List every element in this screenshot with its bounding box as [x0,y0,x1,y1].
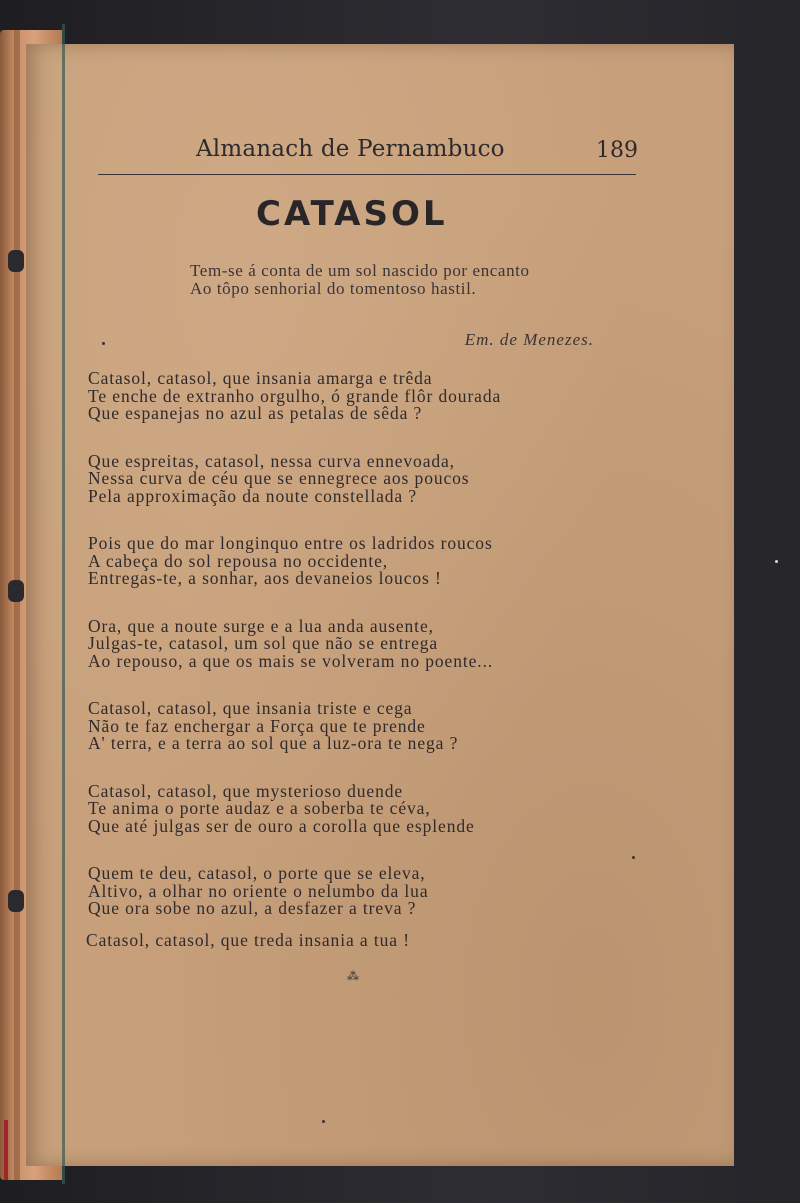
verse-line: Nessa curva de céu que se ennegrece aos poucos [88,468,470,488]
page-spine-line [62,24,65,1184]
verse-line: Catasol, catasol, que mysterioso duende [88,780,404,801]
verse-line: Quem te deu, catasol, o porte que se eleva, [88,863,426,883]
stanza [88,865,648,918]
verse-line: A cabeça do sol repousa no occidente, [88,550,389,571]
verse-line: A' terra, e a terra ao sol que a luz-ora te nega ? [88,733,459,753]
verse-line: Pela approximação da noute constellada ? [88,485,418,506]
header-rule [98,174,636,175]
running-title: Almanach de Pernambuco [196,136,505,162]
verse-line: Te anima o porte audaz e a soberba te céva, [88,798,431,818]
verse-line: Catasol, catasol, que insania amarga e trêda [88,368,433,388]
epigraph [190,262,530,298]
verse-line: Ora, que a noute surge e a lua anda ausente, [88,615,434,636]
page-tear [8,890,24,912]
stanza [88,780,648,836]
dust-speck [775,560,778,563]
verse-line: Entregas-te, a sonhar, aos devaneios loucos ! [88,568,442,588]
paper-speck [322,1120,325,1123]
verse-line: Altivo, a olhar no oriente o nelumbo da lua [88,880,429,901]
stanza [88,700,648,753]
stanza [88,450,648,506]
running-header [98,134,638,174]
verse-line: Julgas-te, catasol, um sol que não se entrega [88,633,439,653]
verse-line: Que espreitas, catasol, nessa curva ennevoada, [88,450,455,471]
verse-line: Que até julgas ser de ouro a corolla que esplende [88,815,475,836]
closing-line: Catasol, catasol, que treda insania a tua ! [86,930,410,950]
epigraph-author: Em. de Menezes. [464,330,594,349]
page-number: 189 [596,138,638,163]
epigraph-line: Tem-se á conta de um sol nascido por encanto [190,261,530,280]
book-cover-edge [4,1120,8,1180]
epigraph-line: Ao tôpo senhorial do tomentoso hastil. [190,279,477,298]
verse-line: Que espanejas no azul as petalas de sêda ? [88,403,423,423]
poem-body [88,370,648,948]
book-page [26,44,734,1166]
verse-line: Ao repouso, a que os mais se volveram no poente... [88,650,494,671]
stanza [88,370,648,423]
asterism-ornament: ⁂ [347,969,359,983]
verse-line: Não te faz enchergar a Força que te prende [88,715,426,736]
page-tear [8,250,24,272]
verse-line: Catasol, catasol, que insania triste e cega [88,698,413,718]
page-tear [8,580,24,602]
page-edge-shadow [14,30,20,1180]
verse-line: Pois que do mar longinquo entre os ladridos roucos [88,533,493,553]
paper-speck [632,856,635,859]
stanza [88,615,648,671]
poem-title: CATASOL [256,194,448,234]
verse-line: Que ora sobe no azul, a desfazer a treva ? [88,898,417,918]
stanza [88,535,648,588]
paper-speck [102,342,105,345]
verse-line: Te enche de extranho orgulho, ó grande flôr dourada [88,385,502,406]
